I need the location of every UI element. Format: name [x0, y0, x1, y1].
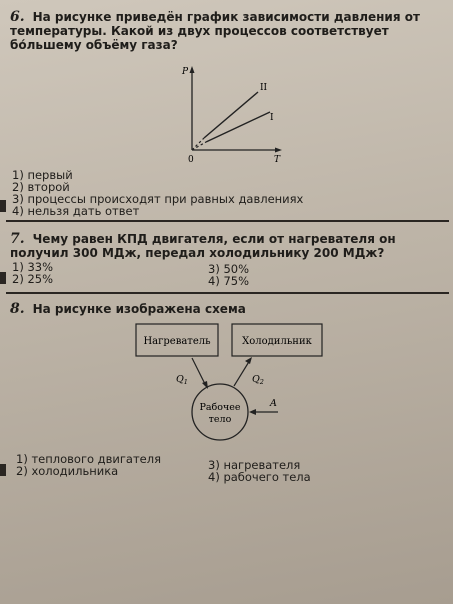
question-6: [10, 10, 445, 52]
pressure-temperature-graph: [170, 62, 290, 166]
question-6-number: 6.: [10, 9, 25, 25]
margin-marker: [0, 200, 6, 212]
question-7: [10, 232, 445, 260]
q8-option-2: 2) холодильника: [16, 464, 119, 478]
q1-arrow-line: [192, 358, 206, 386]
question-6-text: На рисунке приведён график зависимости давления от температуры. Какой из двух процессов соответствует бо́льшему объёму газа?: [10, 10, 420, 52]
margin-marker: [0, 464, 6, 476]
line-I: [206, 112, 270, 142]
question-7-number: 7.: [10, 231, 25, 247]
work-arrow-head: [249, 409, 256, 415]
t-axis-arrow: [275, 148, 282, 153]
heat-engine-diagram: [120, 318, 340, 444]
q7-option-1: 1) 33%: [12, 260, 54, 274]
t-axis-label: T: [274, 155, 281, 165]
q8-option-1: 1) теплового двигателя: [16, 452, 162, 466]
question-8-text: На рисунке изображена схема: [32, 302, 246, 316]
working-body-label-line1: Рабочее: [199, 402, 241, 413]
question-7-text: Чему равен КПД двигателя, если от нагревателя он получил 300 МДж, передал холодильнику 200 МДж?: [10, 232, 396, 260]
line-I-label: I: [270, 113, 274, 123]
q8-option-3: 3) нагревателя: [208, 458, 301, 472]
separator-line: [6, 220, 449, 222]
q2-arrow-head: [245, 357, 252, 364]
working-body-label-line2: тело: [208, 414, 232, 425]
q6-option-1: 1) первый: [12, 168, 73, 182]
question-8-number: 8.: [10, 301, 25, 317]
work-label: A: [270, 398, 277, 409]
line-II-label: II: [260, 83, 268, 93]
q2-arrow-line: [234, 360, 250, 386]
line-II: [204, 92, 258, 138]
q7-option-2: 2) 25%: [12, 272, 54, 286]
p-axis-arrow: [190, 66, 195, 73]
q8-option-4: 4) рабочего тела: [208, 470, 311, 484]
q6-option-4: 4) нельзя дать ответ: [12, 204, 140, 218]
q6-option-3: 3) процессы происходят при равных давлениях: [12, 192, 304, 206]
heater-label: Нагреватель: [143, 336, 211, 347]
separator-line: [6, 292, 449, 294]
margin-marker: [0, 272, 6, 284]
cooler-label: Холодильник: [242, 336, 312, 347]
q2-label: $Q_2$: [252, 374, 264, 386]
question-8: [10, 302, 445, 316]
origin-label: 0: [188, 155, 194, 165]
q1-label: $Q_1$: [176, 374, 188, 386]
q7-option-4: 4) 75%: [208, 274, 250, 288]
line-I-extrapolation: [192, 142, 206, 150]
q7-option-3: 3) 50%: [208, 262, 250, 276]
p-axis-label: P: [182, 67, 189, 77]
q6-option-2: 2) второй: [12, 180, 70, 194]
